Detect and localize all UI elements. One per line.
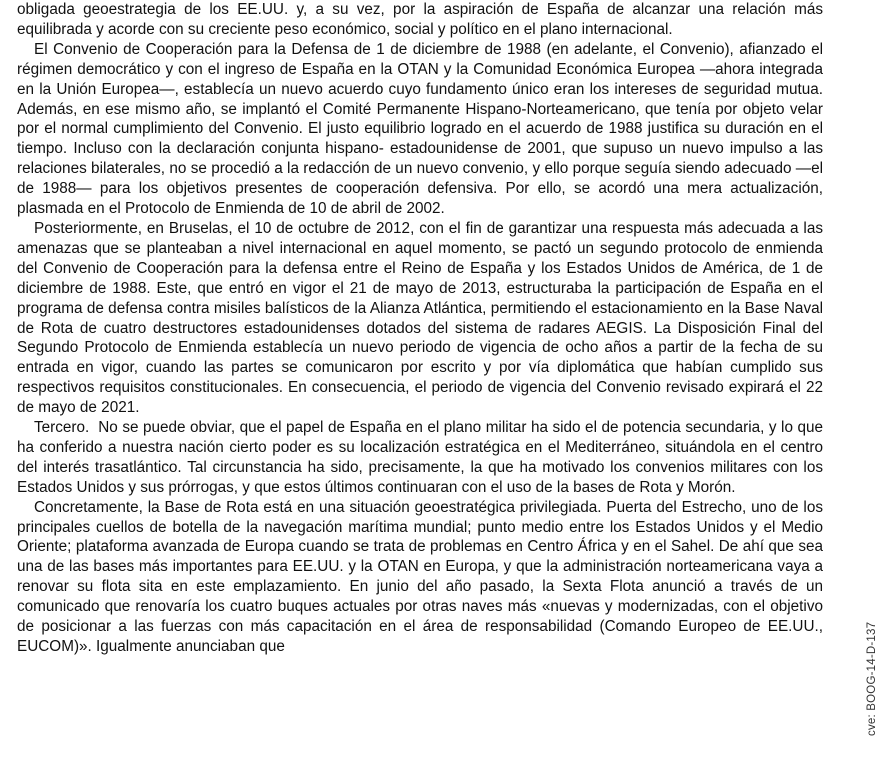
paragraph-convenio-1988: El Convenio de Cooperación para la Defensa de 1 de diciembre de 1988 (en adelante, el Convenio), afianzado el régimen democrático y con el ingreso de España en la OTAN y la Comunidad Económica Europea —ahora integrada en la Unión Europea—, establecía un nuevo acuerdo cuyo fundamento único eran los intereses de seguridad mutua. Además, en ese mismo año, se implantó el Comité Permanente Hispano-Norteamericano, que tenía por objeto velar por el normal cumplimiento del Convenio. El justo equilibrio logrado en el acuerdo de 1988 justifica su duración en el tiempo. Incluso con la declaración conjunta hispano- estadounidense de 2001, que supuso un nuevo impulso a las relaciones bilaterales, no se procedió a la redacción de un nuevo convenio, y ello porque seguía siendo adecuado —el de 1988— para los objetivos presentes de cooperación defensiva. Por ello, se acordó una mera actualización, plasmada en el Protocolo de Enmienda de 10 de abril de 2002. xyxy=(17,40,823,218)
cve-identifier: cve: BOOG-14-D-137 xyxy=(866,621,878,736)
paragraph-tercero: Tercero. No se puede obviar, que el papel de España en el plano militar ha sido el de potencia secundaria, y lo que ha conferido a nuestra nación cierto poder es su localización estratégica en el Mediterráneo, situándola en el centro del interés trasatlántico. Tal circunstancia ha sido, precisamente, la que ha motivado los convenios militares con los Estados Unidos y sus prórrogas, y que estos últimos continuaran con el uso de la bases de Rota y Morón. xyxy=(17,419,823,496)
paragraph-continuation: obligada geoestrategia de los EE.UU. y, a su vez, por la aspiración de España de alcanzar una relación más equilibrada y acorde con su creciente peso económico, social y político en el plano internacional. xyxy=(17,1,823,38)
paragraph-base-rota: Concretamente, la Base de Rota está en una situación geoestratégica privilegiada. Puerta del Estrecho, uno de los principales cuellos de botella de la navegación marítima mundial; punto medio entre los Estados Unidos y el Medio Oriente; plataforma avanzada de Europa cuando se trata de problemas en Centro África y en el Sahel. De ahí que sea una de las bases más importantes para EE.UU. y la OTAN en Europa, y que la administración norteamericana vaya a renovar su flota sita en este emplazamiento. En junio del año pasado, la Sexta Flota anunció a través de un comunicado que renovaría los cuatro buques actuales por otras naves más «nuevas y modernizadas, con el objetivo de posicionar a las fuerzas con más capacitación en el área de responsabilidad (Comando Europeo de EE.UU., EUCOM)». Igualmente anunciaban que xyxy=(17,498,823,655)
document-body xyxy=(17,0,823,657)
paragraph-protocolo-2012: Posteriormente, en Bruselas, el 10 de octubre de 2012, con el fin de garantizar una respuesta más adecuada a las amenazas que se planteaban a nivel internacional en aquel momento, se pactó un segundo protocolo de enmienda del Convenio de Cooperación para la defensa entre el Reino de España y los Estados Unidos de América, de 1 de diciembre de 1988. Este, que entró en vigor el 21 de mayo de 2013, estructuraba la participación de España en el programa de defensa contra misiles balísticos de la Alianza Atlántica, permitiendo el estacionamiento en la Base Naval de Rota de cuatro destructores estadounidenses dotados del sistema de radares AEGIS. La Disposición Final del Segundo Protocolo de Enmienda establecía un nuevo periodo de vigencia de ocho años a partir de la fecha de su entrada en vigor, cuando las partes se comunicaron por escrito y por vía diplomática que habían cumplido sus respectivos requisitos constitucionales. En consecuencia, el periodo de vigencia del Convenio revisado expirará el 22 de mayo de 2021. xyxy=(17,219,823,417)
